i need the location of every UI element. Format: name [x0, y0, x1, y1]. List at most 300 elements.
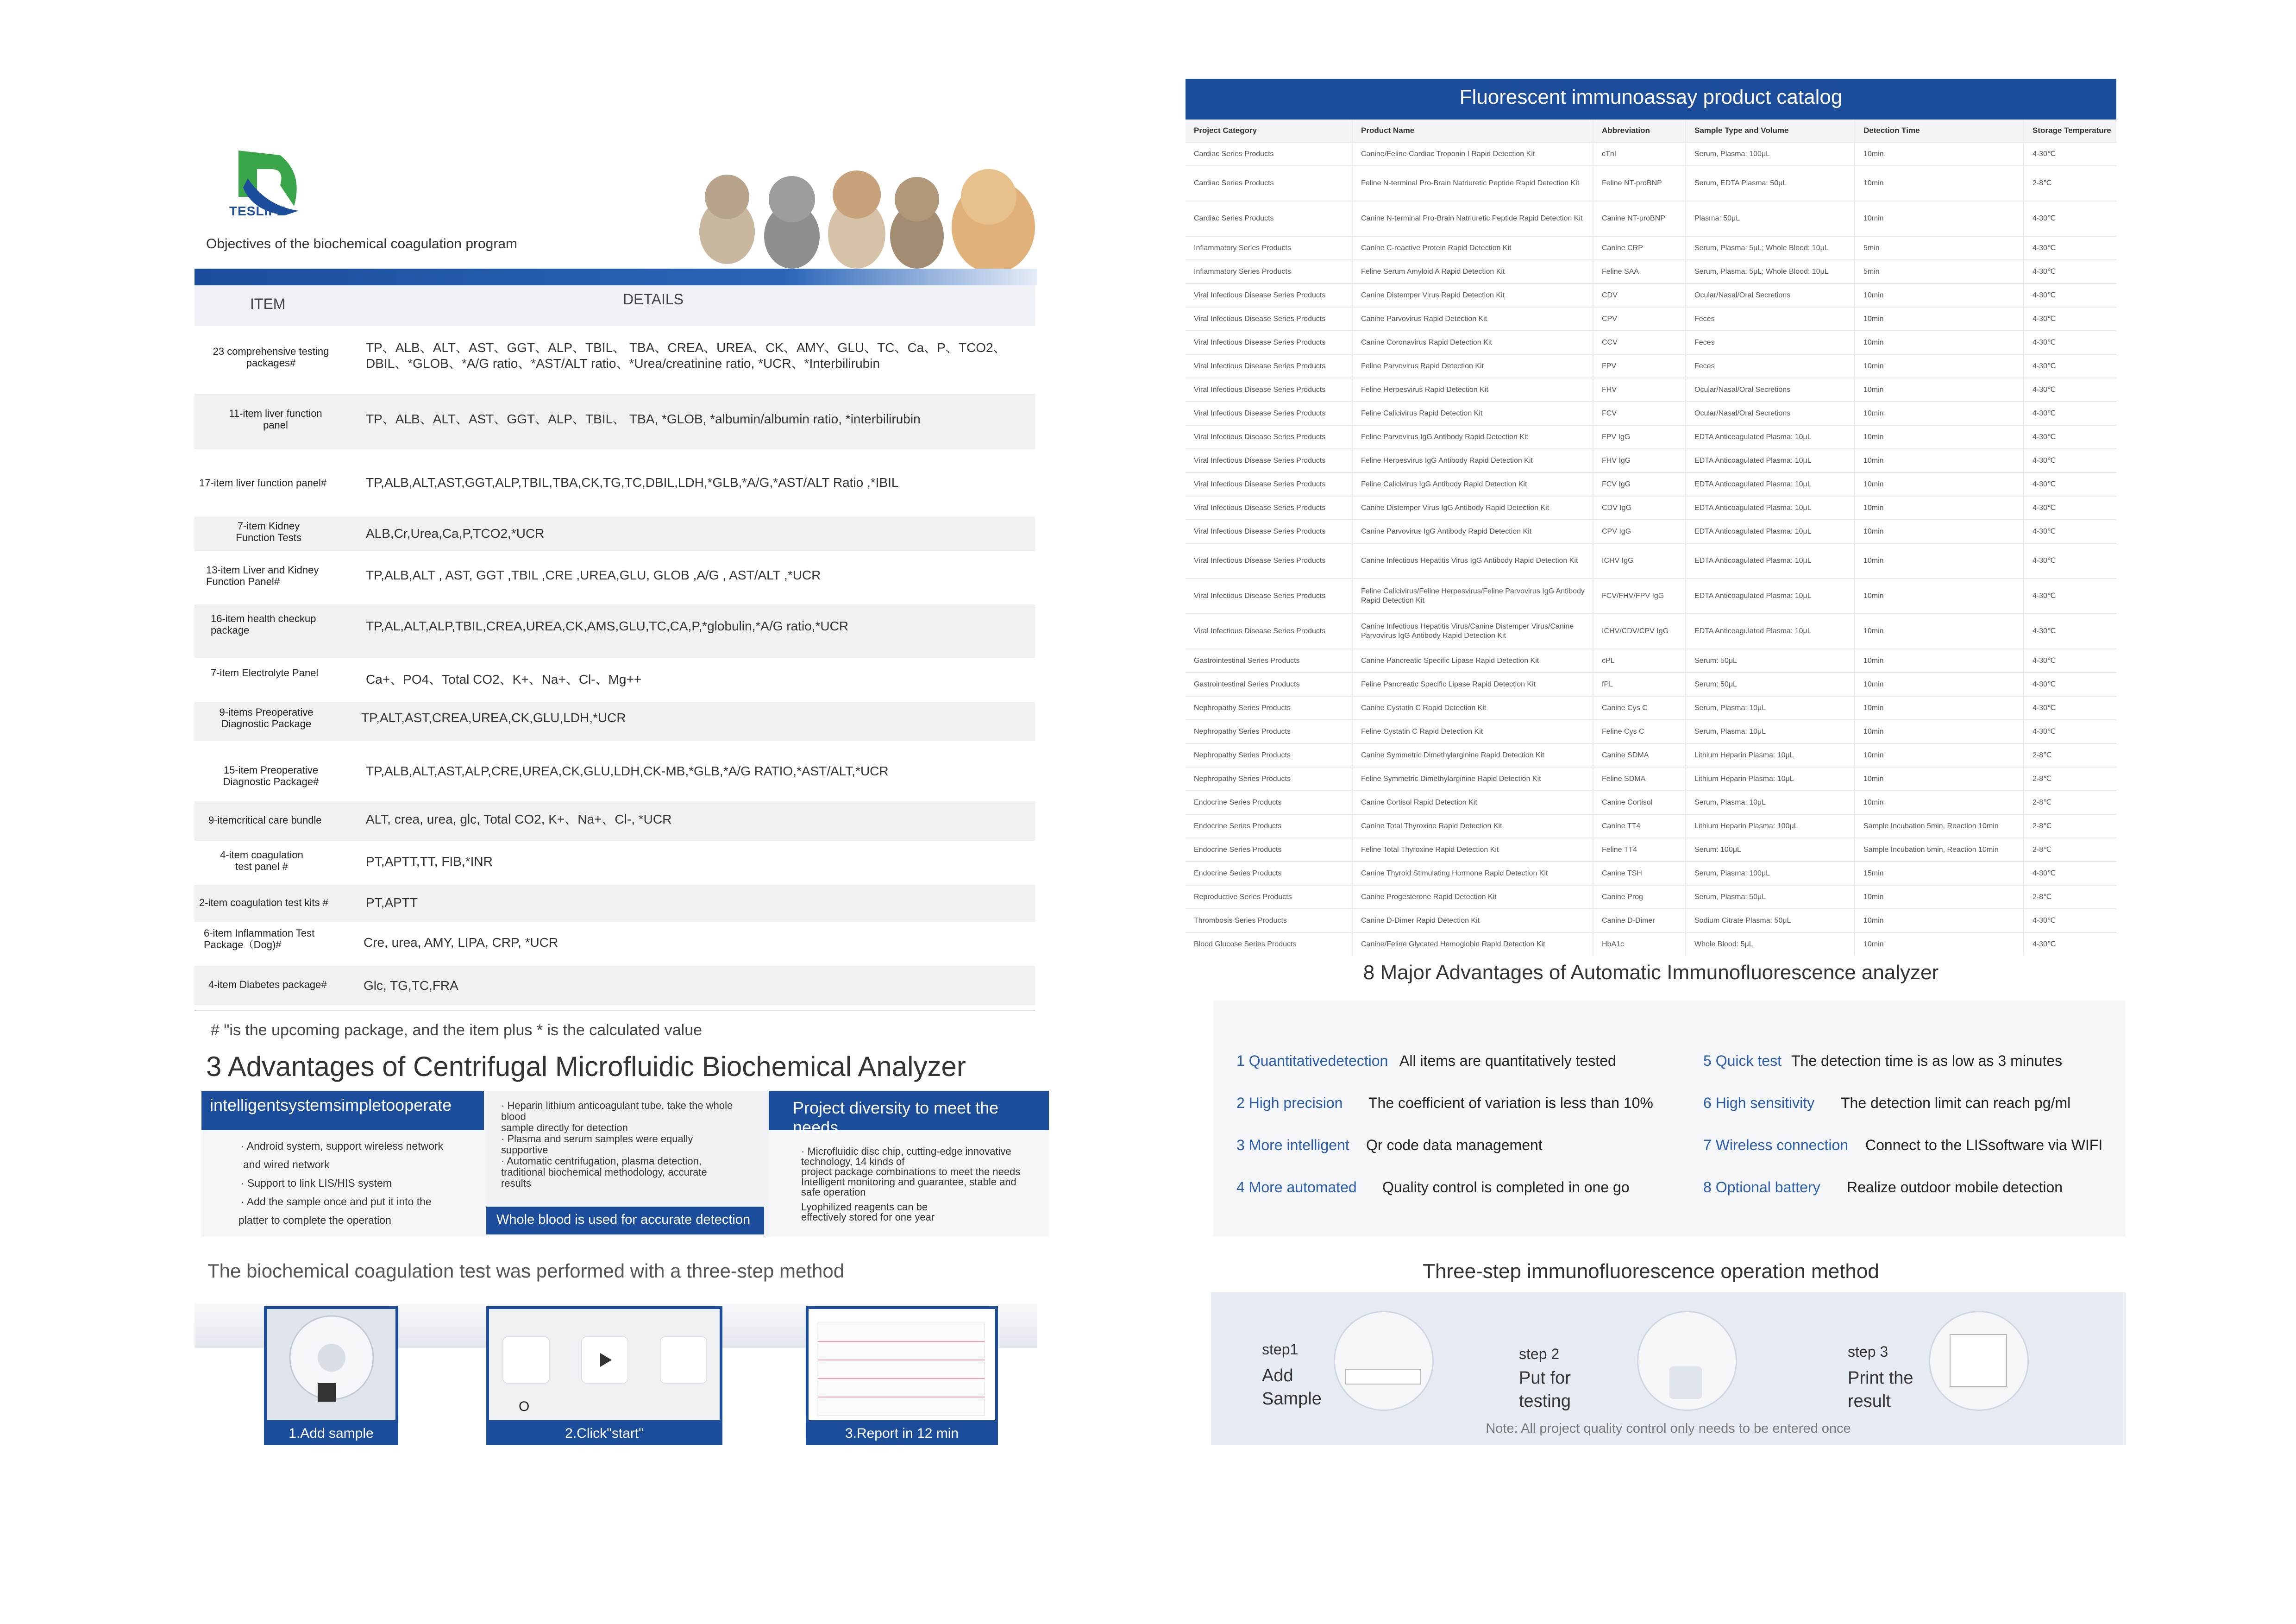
catalog-cell: 5min [1855, 236, 2024, 260]
catalog-cell: 10min [1855, 932, 2024, 956]
catalog-cell: 10min [1855, 673, 2024, 696]
panel-2-line: results [501, 1177, 531, 1189]
catalog-row [1186, 885, 2116, 909]
catalog-cell: Canine Distemper Virus IgG Antibody Rapid Detection Kit [1352, 496, 1593, 520]
package-name: 9-itemcritical care bundle [208, 814, 322, 826]
package-name: 7-item Electrolyte Panel [211, 667, 319, 679]
catalog-cell: Canine Infectious Hepatitis Virus IgG Antibody Rapid Detection Kit [1352, 543, 1593, 579]
catalog-row [1186, 378, 2116, 402]
step-text: testing [1519, 1391, 1571, 1411]
catalog-cell: Viral Infectious Disease Series Products [1186, 354, 1352, 378]
package-name: 15-item Preoperative Diagnostic Package# [223, 764, 319, 787]
catalog-cell: CCV [1593, 331, 1686, 354]
catalog-cell: Ocular/Nasal/Oral Secretions [1686, 283, 1855, 307]
catalog-cell: Serum: 50μL [1686, 649, 1855, 673]
advantage-key: 4 More automated [1236, 1179, 1357, 1196]
advantage-value: Qr code data management [1366, 1137, 1543, 1153]
panel-3-line: · Microfluidic disc chip, cutting-edge innovative [801, 1146, 1011, 1157]
catalog-cell: Canine Cortisol [1593, 791, 1686, 814]
catalog-cell: 2-8℃ [2024, 166, 2116, 201]
catalog-row [1186, 520, 2116, 543]
catalog-cell: Plasma: 50μL [1686, 201, 1855, 236]
analyzer-slot-icon [1669, 1366, 1702, 1399]
catalog-row [1186, 354, 2116, 378]
catalog-cell: 10min [1855, 201, 2024, 236]
catalog-cell: Canine Prog [1593, 885, 1686, 909]
catalog-cell: Canine Total Thyroxine Rapid Detection Kit [1352, 814, 1593, 838]
package-details: PT,APTT,TT, FIB,*INR [366, 854, 493, 869]
table-row [194, 394, 1035, 449]
pets-photo [685, 153, 1037, 287]
catalog-row [1186, 579, 2116, 614]
catalog-cell: Canine Infectious Hepatitis Virus/Canine Distemper Virus/Canine Parvovirus IgG Antibody Rapid Detection Kit [1352, 614, 1593, 649]
step-number: step 2 [1519, 1346, 1560, 1362]
catalog-cell: Canine Coronavirus Rapid Detection Kit [1352, 331, 1593, 354]
report-image [809, 1309, 995, 1420]
catalog-cell: Viral Infectious Disease Series Products [1186, 472, 1352, 496]
catalog-cell: 4-30℃ [2024, 378, 2116, 402]
catalog-cell: EDTA Anticoagulated Plasma: 10μL [1686, 496, 1855, 520]
catalog-row [1186, 838, 2116, 862]
catalog-cell: FCV IgG [1593, 472, 1686, 496]
catalog-cell: EDTA Anticoagulated Plasma: 10μL [1686, 543, 1855, 579]
catalog-cell: 10min [1855, 402, 2024, 425]
panel-2-line: · Heparin lithium anticoagulant tube, take the whole [501, 1100, 733, 1111]
panel-3-line: effectively stored for one year [801, 1211, 935, 1223]
advantage-key: 7 Wireless connection [1703, 1137, 1849, 1153]
catalog-cell: 10min [1855, 496, 2024, 520]
catalog-cell: Feline Pancreatic Specific Lipase Rapid Detection Kit [1352, 673, 1593, 696]
table-row [194, 326, 1035, 393]
panel-3-line: safe operation [801, 1186, 866, 1198]
step-text: Put for [1519, 1368, 1571, 1388]
advantage-value: All items are quantitatively tested [1399, 1052, 1616, 1069]
catalog-cell: 4-30℃ [2024, 283, 2116, 307]
header-band [194, 269, 1037, 285]
catalog-cell: Canine N-terminal Pro-Brain Natriuretic Peptide Rapid Detection Kit [1352, 201, 1593, 236]
catalog-cell: FHV IgG [1593, 449, 1686, 472]
advantage-key: 5 Quick test [1703, 1052, 1782, 1069]
step-text: result [1848, 1391, 1891, 1411]
package-name: 23 comprehensive testing packages# [213, 346, 329, 369]
catalog-cell: 10min [1855, 909, 2024, 932]
catalog-row [1186, 496, 2116, 520]
catalog-cell: Viral Infectious Disease Series Products [1186, 449, 1352, 472]
catalog-cell: 5min [1855, 260, 2024, 283]
catalog-cell: Lithium Heparin Plasma: 10μL [1686, 743, 1855, 767]
catalog-cell: 4-30℃ [2024, 720, 2116, 743]
table-row [194, 741, 1035, 801]
catalog-cell: 10min [1855, 354, 2024, 378]
advantage-key: 2 High precision [1236, 1095, 1343, 1111]
catalog-cell: Viral Infectious Disease Series Products [1186, 579, 1352, 614]
package-details: ALT, crea, urea, glc, Total CO2, K+、Na+、Cl-, *UCR [366, 812, 672, 826]
catalog-cell: Feline Parvovirus Rapid Detection Kit [1352, 354, 1593, 378]
objectives-title: Objectives of the biochemical coagulation program [206, 236, 518, 252]
catalog-cell: Canine/Feline Cardiac Troponin I Rapid Detection Kit [1352, 142, 1593, 166]
catalog-cell: Lithium Heparin Plasma: 10μL [1686, 767, 1855, 791]
advantage-value: Realize outdoor mobile detection [1847, 1179, 2063, 1196]
catalog-cell: Viral Infectious Disease Series Products [1186, 402, 1352, 425]
catalog-cell: Canine CRP [1593, 236, 1686, 260]
catalog-cell: Canine TT4 [1593, 814, 1686, 838]
catalog-cell: Feline Calicivirus Rapid Detection Kit [1352, 402, 1593, 425]
panel-3-header: Project diversity to meet the needs [769, 1091, 1049, 1130]
package-details: TP,AL,ALT,ALP,TBIL,CREA,UREA,CK,AMS,GLU,TC,CA,P,*globulin,*A/G ratio,*UCR [366, 619, 849, 633]
catalog-cell: Gastrointestinal Series Products [1186, 649, 1352, 673]
catalog-row [1186, 743, 2116, 767]
catalog-cell: Serum, Plasma: 100μL [1686, 142, 1855, 166]
catalog-cell: Viral Infectious Disease Series Products [1186, 496, 1352, 520]
catalog-cell: CPV [1593, 307, 1686, 331]
catalog-cell: 10min [1855, 331, 2024, 354]
catalog-cell: cTnI [1593, 142, 1686, 166]
catalog-cell: Serum, Plasma: 5μL; Whole Blood: 10μL [1686, 236, 1855, 260]
panel-1-line: · Support to link LIS/HIS system [241, 1177, 392, 1189]
panel-2-line: traditional biochemical methodology, accurate [501, 1166, 707, 1178]
catalog-cell: 4-30℃ [2024, 402, 2116, 425]
catalog-row [1186, 767, 2116, 791]
panel-2-line: blood [501, 1111, 526, 1122]
catalog-cell: FPV IgG [1593, 425, 1686, 449]
catalog-cell: 10min [1855, 425, 2024, 449]
catalog-cell: Viral Infectious Disease Series Products [1186, 543, 1352, 579]
catalog-cell: Canine Symmetric Dimethylarginine Rapid Detection Kit [1352, 743, 1593, 767]
catalog-cell: Feces [1686, 354, 1855, 378]
catalog-cell: EDTA Anticoagulated Plasma: 10μL [1686, 520, 1855, 543]
table-row [194, 658, 1035, 704]
catalog-cell: 4-30℃ [2024, 614, 2116, 649]
panel-3-line: project package combinations to meet the needs [801, 1166, 1021, 1177]
catalog-cell: Serum, Plasma: 10μL [1686, 791, 1855, 814]
catalog-cell: Cardiac Series Products [1186, 142, 1352, 166]
catalog-row [1186, 166, 2116, 201]
catalog-row [1186, 814, 2116, 838]
table-row [194, 801, 1035, 841]
advantage-value: The coefficient of variation is less than 10% [1368, 1095, 1653, 1111]
catalog-cell: Viral Infectious Disease Series Products [1186, 520, 1352, 543]
catalog-cell: 4-30℃ [2024, 449, 2116, 472]
step-text: Print the [1848, 1368, 1913, 1388]
catalog-cell: Serum, Plasma: 10μL [1686, 696, 1855, 720]
catalog-row [1186, 696, 2116, 720]
catalog-cell: Cardiac Series Products [1186, 201, 1352, 236]
catalog-cell: 10min [1855, 649, 2024, 673]
catalog-cell: Viral Infectious Disease Series Products [1186, 331, 1352, 354]
catalog-cell: Inflammatory Series Products [1186, 236, 1352, 260]
catalog-cell: Ocular/Nasal/Oral Secretions [1686, 402, 1855, 425]
panel-1-line: and wired network [243, 1158, 330, 1171]
catalog-cell: 4-30℃ [2024, 472, 2116, 496]
catalog-row [1186, 236, 2116, 260]
catalog-cell: 10min [1855, 283, 2024, 307]
package-details: Cre, urea, AMY, LIPA, CRP, *UCR [364, 935, 558, 950]
package-details: ALB,Cr,Urea,Ca,P,TCO2,*UCR [366, 526, 545, 541]
catalog-cell: 2-8℃ [2024, 767, 2116, 791]
catalog-cell: Thrombosis Series Products [1186, 909, 1352, 932]
catalog-cell: EDTA Anticoagulated Plasma: 10μL [1686, 472, 1855, 496]
catalog-cell: Viral Infectious Disease Series Products [1186, 283, 1352, 307]
catalog-cell: 10min [1855, 614, 2024, 649]
catalog-column-header: Product Name [1352, 120, 1593, 142]
catalog-cell: 4-30℃ [2024, 260, 2116, 283]
catalog-cell: Blood Glucose Series Products [1186, 932, 1352, 956]
catalog-row [1186, 402, 2116, 425]
catalog-cell: 10min [1855, 378, 2024, 402]
catalog-cell: 10min [1855, 579, 2024, 614]
catalog-cell: ICHV/CDV/CPV IgG [1593, 614, 1686, 649]
catalog-cell: 10min [1855, 885, 2024, 909]
package-details: TP,ALB,ALT , AST, GGT ,TBIL ,CRE ,UREA,GLU, GLOB ,A/G , AST/ALT ,*UCR [366, 568, 821, 582]
catalog-row [1186, 614, 2116, 649]
catalog-cell: 4-30℃ [2024, 932, 2116, 956]
catalog-cell: Canine Cortisol Rapid Detection Kit [1352, 791, 1593, 814]
catalog-cell: Nephropathy Series Products [1186, 696, 1352, 720]
step-1-photo [1334, 1311, 1434, 1411]
catalog-cell: Nephropathy Series Products [1186, 720, 1352, 743]
panel-1-line: · Add the sample once and put it into the [241, 1196, 432, 1208]
catalog-cell: 4-30℃ [2024, 425, 2116, 449]
catalog-row [1186, 331, 2116, 354]
section-title-three-step: Three-step immunofluorescence operation method [1423, 1260, 1879, 1283]
catalog-row [1186, 283, 2116, 307]
catalog-cell: Nephropathy Series Products [1186, 743, 1352, 767]
step-2-label: 2.Click"start" [565, 1426, 644, 1441]
catalog-cell: Canine Parvovirus Rapid Detection Kit [1352, 307, 1593, 331]
catalog-cell: 10min [1855, 767, 2024, 791]
method-title: The biochemical coagulation test was performed with a three-step method [207, 1260, 845, 1282]
catalog-cell: Feline Symmetric Dimethylarginine Rapid Detection Kit [1352, 767, 1593, 791]
catalog-cell: Gastrointestinal Series Products [1186, 673, 1352, 696]
catalog-cell: Canine TSH [1593, 862, 1686, 885]
catalog-cell: ICHV IgG [1593, 543, 1686, 579]
catalog-cell: Canine Progesterone Rapid Detection Kit [1352, 885, 1593, 909]
catalog-cell: 10min [1855, 743, 2024, 767]
panel-2-line: sample directly for detection [501, 1122, 628, 1133]
catalog-cell: Feline TT4 [1593, 838, 1686, 862]
catalog-cell: 10min [1855, 142, 2024, 166]
catalog-cell: FPV [1593, 354, 1686, 378]
catalog-cell: FCV [1593, 402, 1686, 425]
catalog-cell: Viral Infectious Disease Series Products [1186, 378, 1352, 402]
panel-3-line: Lyophilized reagents can be [801, 1201, 928, 1213]
catalog-cell: 4-30℃ [2024, 696, 2116, 720]
sample-disc-image [267, 1309, 395, 1420]
section-title-3-advantages: 3 Advantages of Centrifugal Microfluidic Biochemical Analyzer [206, 1051, 966, 1082]
catalog-cell: EDTA Anticoagulated Plasma: 10μL [1686, 425, 1855, 449]
catalog-cell: fPL [1593, 673, 1686, 696]
catalog-cell: Serum: 50μL [1686, 673, 1855, 696]
catalog-cell: 2-8℃ [2024, 791, 2116, 814]
package-name: 16-item health checkup package [211, 613, 316, 636]
catalog-cell: 10min [1855, 720, 2024, 743]
catalog-cell: 4-30℃ [2024, 354, 2116, 378]
package-name: 17-item liver function panel# [199, 477, 327, 489]
catalog-cell: Feline NT-proBNP [1593, 166, 1686, 201]
catalog-cell: Serum, Plasma: 50μL [1686, 885, 1855, 909]
advantage-value: The detection limit can reach pg/ml [1841, 1095, 2071, 1111]
section-title-8-advantages: 8 Major Advantages of Automatic Immunofluorescence analyzer [1363, 961, 1939, 984]
catalog-cell: Feline Herpesvirus Rapid Detection Kit [1352, 378, 1593, 402]
catalog-column-header: Sample Type and Volume [1686, 120, 1855, 142]
package-details: Ca+、PO4、Total CO2、K+、Na+、Cl-、Mg++ [366, 672, 642, 686]
catalog-cell: 2-8℃ [2024, 814, 2116, 838]
catalog-cell: EDTA Anticoagulated Plasma: 10μL [1686, 614, 1855, 649]
catalog-cell: 10min [1855, 543, 2024, 579]
package-details: TP,ALB,ALT,AST,GGT,ALP,TBIL,TBA,CK,TG,TC,DBIL,LDH,*GLB,*A/G,*AST/ALT Ratio ,*IBIL [366, 475, 899, 490]
catalog-column-header: Storage Temperature [2024, 120, 2116, 142]
package-details: TP,ALB,ALT,AST,ALP,CRE,UREA,CK,GLU,LDH,CK-MB,*GLB,*A/G RATIO,*AST/ALT,*UCR [366, 764, 889, 778]
catalog-cell: 4-30℃ [2024, 236, 2116, 260]
catalog-cell: 10min [1855, 696, 2024, 720]
package-details: TP、ALB、ALT、AST、GGT、ALP、TBIL、 TBA、CREA、UREA、CK、AMY、GLU、TC、Ca、P、TCO2、DBIL、*GLOB、*A/G ratio、*AST/ALT ratio、*Urea/creatinine ratio, *UCR、*Interbilirubin [366, 340, 1006, 371]
catalog-cell: Endocrine Series Products [1186, 791, 1352, 814]
catalog-cell: HbA1c [1593, 932, 1686, 956]
catalog-cell: Feline Calicivirus/Feline Herpesvirus/Feline Parvovirus IgG Antibody Rapid Detection Kit [1352, 579, 1593, 614]
panel-1-line: platter to complete the operation [238, 1214, 391, 1226]
catalog-column-header: Project Category [1186, 120, 1352, 142]
panel-3-line: technology, 14 kinds of [801, 1156, 905, 1167]
catalog-cell: 10min [1855, 307, 2024, 331]
catalog-cell: Canine Thyroid Stimulating Hormone Rapid Detection Kit [1352, 862, 1593, 885]
catalog-row [1186, 649, 2116, 673]
step-text: Add [1262, 1366, 1293, 1385]
catalog-cell: Canine Pancreatic Specific Lipase Rapid Detection Kit [1352, 649, 1593, 673]
advantage-value: The detection time is as low as 3 minutes [1791, 1052, 2063, 1069]
panel-2-line: supportive [501, 1144, 548, 1156]
catalog-cell: 4-30℃ [2024, 909, 2116, 932]
three-step-note: Note: All project quality control only needs to be entered once [1486, 1421, 1851, 1436]
table-row [194, 841, 1035, 885]
catalog-row [1186, 201, 2116, 236]
catalog-cell: 4-30℃ [2024, 673, 2116, 696]
table-header [194, 285, 1035, 326]
catalog-cell: 2-8℃ [2024, 838, 2116, 862]
catalog-cell: CPV IgG [1593, 520, 1686, 543]
catalog-cell: Inflammatory Series Products [1186, 260, 1352, 283]
catalog-cell: Serum, Plasma: 5μL; Whole Blood: 10μL [1686, 260, 1855, 283]
catalog-cell: Nephropathy Series Products [1186, 767, 1352, 791]
catalog-cell: 4-30℃ [2024, 649, 2116, 673]
catalog-cell: Endocrine Series Products [1186, 838, 1352, 862]
catalog-cell: FCV/FHV/FPV IgG [1593, 579, 1686, 614]
printed-report-icon [1950, 1334, 2007, 1387]
package-name: 4-item coagulation test panel # [220, 849, 303, 872]
catalog-cell: Canine D-Dimer Rapid Detection Kit [1352, 909, 1593, 932]
table-row [194, 604, 1035, 658]
catalog-cell: Feline Cystatin C Rapid Detection Kit [1352, 720, 1593, 743]
catalog-cell: Canine Parvovirus IgG Antibody Rapid Detection Kit [1352, 520, 1593, 543]
catalog-cell: 10min [1855, 449, 2024, 472]
catalog-cell: Serum, Plasma: 10μL [1686, 720, 1855, 743]
catalog-cell: Feline Serum Amyloid A Rapid Detection Kit [1352, 260, 1593, 283]
catalog-cell: Feline Total Thyroxine Rapid Detection Kit [1352, 838, 1593, 862]
step-2-extra: O [519, 1399, 530, 1414]
catalog-cell: Canine D-Dimer [1593, 909, 1686, 932]
catalog-cell: EDTA Anticoagulated Plasma: 10μL [1686, 449, 1855, 472]
advantage-key: 1 Quantitativedetection [1236, 1052, 1388, 1069]
panel-2-line: · Plasma and serum samples were equally [501, 1133, 693, 1145]
table-row [194, 516, 1035, 551]
column-header-details: DETAILS [623, 291, 684, 308]
package-name: 7-item Kidney Function Tests [236, 520, 301, 543]
package-details: TP、ALB、ALT、AST、GGT、ALP、TBIL、 TBA, *GLOB, *albumin/albumin ratio, *interbilirubin [366, 412, 921, 426]
catalog-cell: 4-30℃ [2024, 579, 2116, 614]
catalog-cell: 10min [1855, 472, 2024, 496]
catalog-cell: Serum: 100μL [1686, 838, 1855, 862]
catalog-title: Fluorescent immunoassay product catalog [1459, 86, 1843, 108]
catalog-cell: Endocrine Series Products [1186, 814, 1352, 838]
catalog-cell: Canine Distemper Virus Rapid Detection Kit [1352, 283, 1593, 307]
step-card-1 [264, 1306, 398, 1445]
package-name: 13-item Liver and Kidney Function Panel# [206, 564, 319, 587]
catalog-cell: 15min [1855, 862, 2024, 885]
package-name: 9-items Preoperative Diagnostic Package [219, 706, 314, 730]
product-catalog-table [1186, 120, 2116, 956]
catalog-cell: Feces [1686, 307, 1855, 331]
table-bottom-rule [194, 1010, 1035, 1011]
advantage-key: 3 More intelligent [1236, 1137, 1349, 1153]
catalog-cell: Reproductive Series Products [1186, 885, 1352, 909]
catalog-cell: cPL [1593, 649, 1686, 673]
catalog-cell: CDV [1593, 283, 1686, 307]
catalog-row [1186, 862, 2116, 885]
catalog-cell: Lithium Heparin Plasma: 100μL [1686, 814, 1855, 838]
package-name: 2-item coagulation test kits # [199, 897, 328, 908]
catalog-cell: Endocrine Series Products [1186, 862, 1352, 885]
catalog-cell: Feline SAA [1593, 260, 1686, 283]
catalog-cell: FHV [1593, 378, 1686, 402]
catalog-cell: Whole Blood: 5μL [1686, 932, 1855, 956]
step-card-3 [806, 1306, 998, 1445]
catalog-cell: 2-8℃ [2024, 743, 2116, 767]
table-row [194, 702, 1035, 741]
catalog-cell: Viral Infectious Disease Series Products [1186, 425, 1352, 449]
table-row [194, 966, 1035, 1005]
step-number: step1 [1262, 1341, 1299, 1358]
table-row [194, 551, 1035, 602]
catalog-cell: Canine Cystatin C Rapid Detection Kit [1352, 696, 1593, 720]
catalog-row [1186, 260, 2116, 283]
catalog-row [1186, 791, 2116, 814]
catalog-column-header: Abbreviation [1593, 120, 1686, 142]
catalog-cell: 4-30℃ [2024, 307, 2116, 331]
catalog-cell: Ocular/Nasal/Oral Secretions [1686, 378, 1855, 402]
advantage-key: 8 Optional battery [1703, 1179, 1820, 1196]
catalog-cell: Feces [1686, 331, 1855, 354]
catalog-cell: Serum, EDTA Plasma: 50μL [1686, 166, 1855, 201]
catalog-cell: 2-8℃ [2024, 885, 2116, 909]
panel-1-line: · Android system, support wireless network [241, 1140, 444, 1152]
step-card-2 [486, 1306, 722, 1445]
step-1-label: 1.Add sample [289, 1426, 374, 1441]
catalog-row [1186, 543, 2116, 579]
column-header-item: ITEM [250, 296, 286, 312]
package-details: PT,APTT [366, 895, 418, 910]
advantage-value: Quality control is completed in one go [1382, 1179, 1630, 1196]
package-details: TP,ALT,AST,CREA,UREA,CK,GLU,LDH,*UCR [361, 711, 626, 725]
package-name: 4-item Diabetes package# [208, 979, 327, 990]
catalog-row [1186, 307, 2116, 331]
catalog-cell: Sodium Citrate Plasma: 50μL [1686, 909, 1855, 932]
catalog-cell: Feline Cys C [1593, 720, 1686, 743]
package-name: 11-item liver function panel [229, 408, 322, 431]
catalog-cell: 4-30℃ [2024, 520, 2116, 543]
catalog-cell: Canine SDMA [1593, 743, 1686, 767]
catalog-cell: 4-30℃ [2024, 543, 2116, 579]
catalog-row [1186, 932, 2116, 956]
catalog-cell: Feline N-terminal Pro-Brain Natriuretic Peptide Rapid Detection Kit [1352, 166, 1593, 201]
